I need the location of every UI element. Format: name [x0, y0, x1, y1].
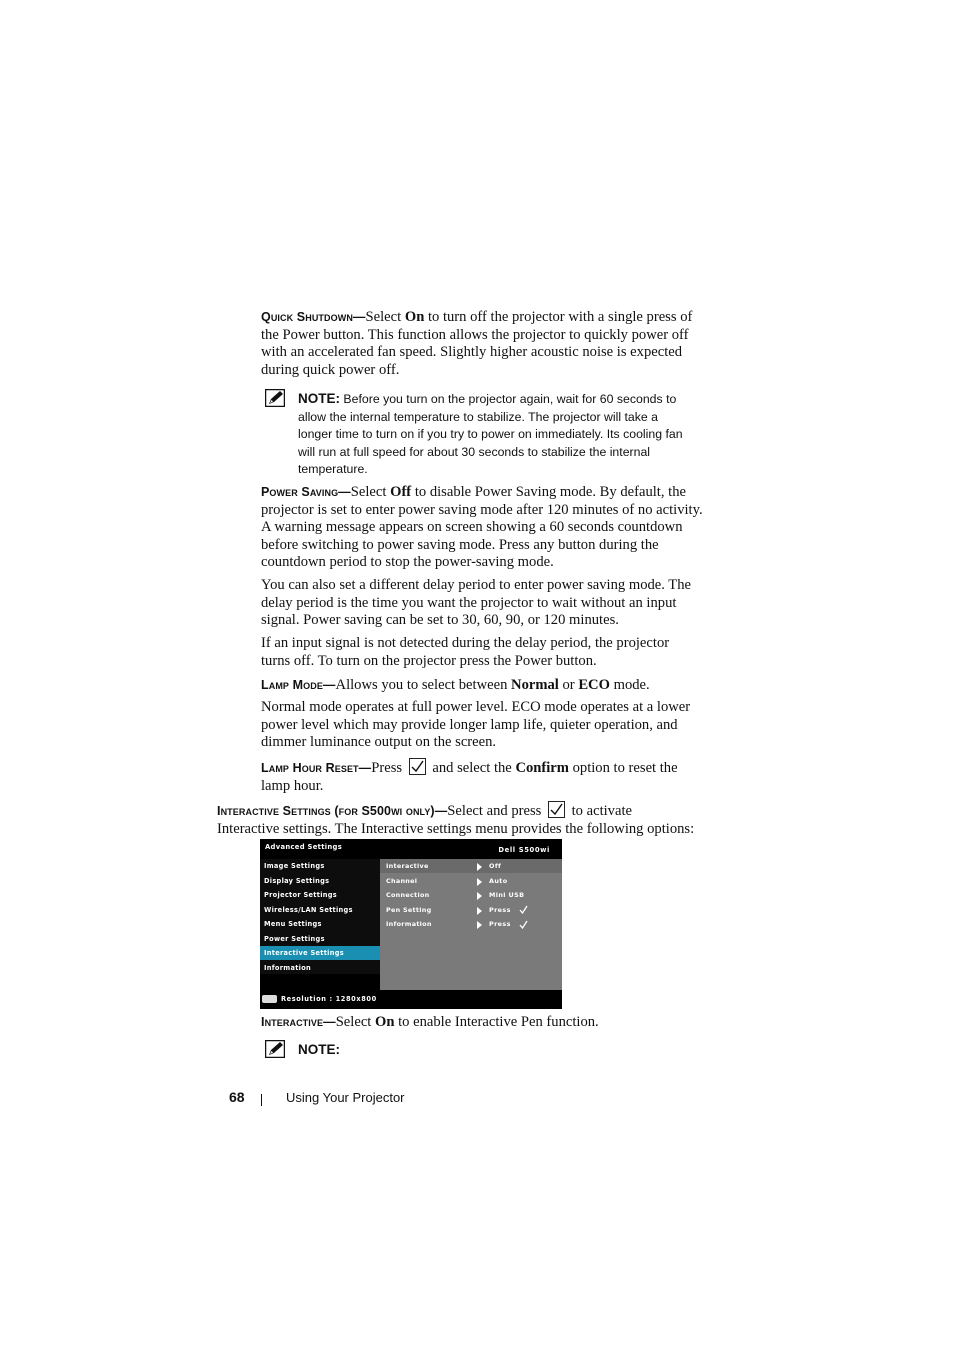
- osd-model: Dell S500wi: [498, 846, 550, 854]
- arrow-right-icon: [477, 921, 482, 929]
- text: Press: [371, 760, 406, 776]
- arrow-right-icon: [477, 863, 482, 871]
- osd-option-value[interactable]: Press: [489, 905, 511, 914]
- quick-shutdown-paragraph: [261, 309, 721, 379]
- checkmark-icon: [519, 920, 528, 929]
- text: Select: [365, 309, 405, 325]
- text: Allows you to select between: [335, 677, 512, 693]
- note-label: NOTE:: [298, 1042, 340, 1057]
- osd-menu-item-selected[interactable]: Interactive Settings: [264, 949, 344, 957]
- lamp-mode-paragraph: [261, 677, 721, 695]
- osd-main-menu: [260, 859, 380, 974]
- text: Select and press: [447, 803, 545, 819]
- text-line: You can also set a different delay period to enter power saving mode. The: [261, 577, 691, 593]
- osd-menu-item[interactable]: Projector Settings: [264, 891, 338, 899]
- text-line: lamp hour.: [261, 777, 324, 794]
- osd-option-value[interactable]: Press: [489, 920, 511, 928]
- text-line: delay period is the time you want the projector to wait without an input: [261, 594, 677, 611]
- footer-section-title: Using Your Projector: [286, 1090, 405, 1105]
- enter-checkmark-icon: [548, 801, 565, 818]
- text: to activate: [567, 803, 632, 819]
- osd-menu-item[interactable]: Information: [264, 963, 312, 972]
- note-line: temperature.: [298, 462, 368, 477]
- text-line: signal. Power saving can be set to 30, 60, 90, or 120 minutes.: [261, 612, 619, 629]
- osd-option-label[interactable]: Pen Setting: [386, 905, 432, 914]
- footer-divider: [261, 1094, 262, 1106]
- osd-resolution: Resolution : 1280x800: [281, 995, 377, 1003]
- lamp-mode-paragraph-2: [261, 699, 721, 752]
- note-line: Before you turn on the projector again, wait for 60 seconds to: [343, 392, 677, 406]
- interactive-settings-paragraph: [217, 801, 717, 838]
- text: and select the: [428, 760, 516, 776]
- text-line: the Power button. This function allows the projector to quickly power off: [261, 326, 689, 343]
- text-line: power level which may provide longer lamp life, quieter operation, and: [261, 716, 678, 733]
- text-line: If an input signal is not detected during the delay period, the projector: [261, 635, 670, 651]
- text-line: during quick power off.: [261, 361, 400, 378]
- text: mode.: [609, 677, 650, 693]
- bold-on: On: [404, 309, 425, 325]
- bold-on: On: [375, 1014, 395, 1030]
- note-line: allow the internal temperature to stabilize. The projector will take a: [298, 409, 658, 424]
- osd-option-value[interactable]: Off: [489, 862, 502, 870]
- note-label: NOTE:: [298, 391, 340, 406]
- osd-footer: [260, 990, 562, 1009]
- power-saving-paragraph-3: [261, 635, 721, 670]
- power-saving-heading: Power Saving—: [261, 485, 351, 499]
- text-line: before switching to power saving mode. Press any button during the: [261, 536, 659, 553]
- lamp-mode-heading: Lamp Mode—: [261, 678, 336, 692]
- interactive-heading: Interactive—: [261, 1015, 336, 1029]
- osd-menu-item[interactable]: Image Settings: [264, 862, 325, 870]
- text-line: Interactive settings. The Interactive settings menu provides the following options:: [217, 820, 695, 837]
- text: to disable Power Saving mode. By default, the: [411, 484, 686, 500]
- osd-menu-item[interactable]: Display Settings: [264, 876, 330, 885]
- note-line: longer time to turn on if you try to power on immediately. Its cooling fan: [298, 427, 683, 442]
- checkmark-icon: [519, 905, 528, 914]
- text-line: turns off. To turn on the projector press the Power button.: [261, 652, 597, 669]
- text: to turn off the projector with a single press of: [424, 309, 693, 325]
- note-pencil-icon: [265, 1040, 285, 1058]
- text: option to reset the: [568, 760, 678, 776]
- text-line: A warning message appears on screen showing a 60 seconds countdown: [261, 519, 683, 536]
- osd-menu-item[interactable]: Wireless/LAN Settings: [264, 905, 353, 914]
- note-pencil-icon: [265, 389, 285, 407]
- text: or: [558, 677, 579, 693]
- arrow-right-icon: [477, 907, 482, 915]
- bold-confirm: Confirm: [515, 760, 569, 776]
- osd-option-value[interactable]: Auto: [489, 876, 508, 885]
- bold-eco: ECO: [578, 677, 610, 693]
- text: Select: [335, 1014, 375, 1030]
- osd-menu-screenshot: [260, 839, 562, 1009]
- text-line: countdown period to stop the power-saving mode.: [261, 554, 554, 571]
- power-saving-paragraph-2: [261, 577, 721, 630]
- note-1: [298, 390, 718, 479]
- power-saving-paragraph: [261, 484, 721, 572]
- text-line: dimmer luminance output on the screen.: [261, 734, 497, 751]
- osd-submenu: [380, 859, 562, 990]
- enter-checkmark-icon: [409, 758, 426, 775]
- bold-normal: Normal: [511, 677, 559, 693]
- input-source-icon: [262, 995, 277, 1003]
- arrow-right-icon: [477, 892, 482, 900]
- note-line: will run at full speed for about 30 seconds to stabilize the internal: [298, 444, 651, 459]
- osd-option-label[interactable]: Channel: [386, 876, 418, 885]
- text-line: projector is set to enter power saving mode after 120 minutes of no activity.: [261, 501, 703, 518]
- lamp-hour-reset-heading: Lamp Hour Reset—: [261, 761, 372, 775]
- osd-title: Advanced Settings: [265, 843, 343, 851]
- osd-menu-item[interactable]: Power Settings: [264, 934, 325, 943]
- quick-shutdown-heading: Quick Shutdown—: [261, 310, 366, 324]
- interactive-settings-heading: Interactive Settings (for S500wi only)—: [217, 804, 448, 818]
- text: Select: [350, 484, 391, 500]
- page-number: 68: [229, 1089, 245, 1105]
- text: to enable Interactive Pen function.: [394, 1014, 599, 1030]
- text-line: Normal mode operates at full power level. ECO mode operates at a lower: [261, 699, 691, 715]
- osd-option-label[interactable]: Connection: [386, 891, 430, 899]
- interactive-paragraph: [261, 1014, 721, 1032]
- lamp-hour-reset-paragraph: [261, 758, 721, 795]
- osd-option-label[interactable]: Interactive: [386, 862, 429, 870]
- osd-option-value[interactable]: Mini USB: [489, 891, 525, 899]
- osd-option-label[interactable]: Information: [386, 920, 432, 928]
- arrow-right-icon: [477, 878, 482, 886]
- note-2: [298, 1041, 340, 1060]
- bold-off: Off: [390, 484, 412, 500]
- text-line: with an accelerated fan speed. Slightly higher acoustic noise is expected: [261, 344, 683, 361]
- osd-menu-item[interactable]: Menu Settings: [264, 920, 322, 928]
